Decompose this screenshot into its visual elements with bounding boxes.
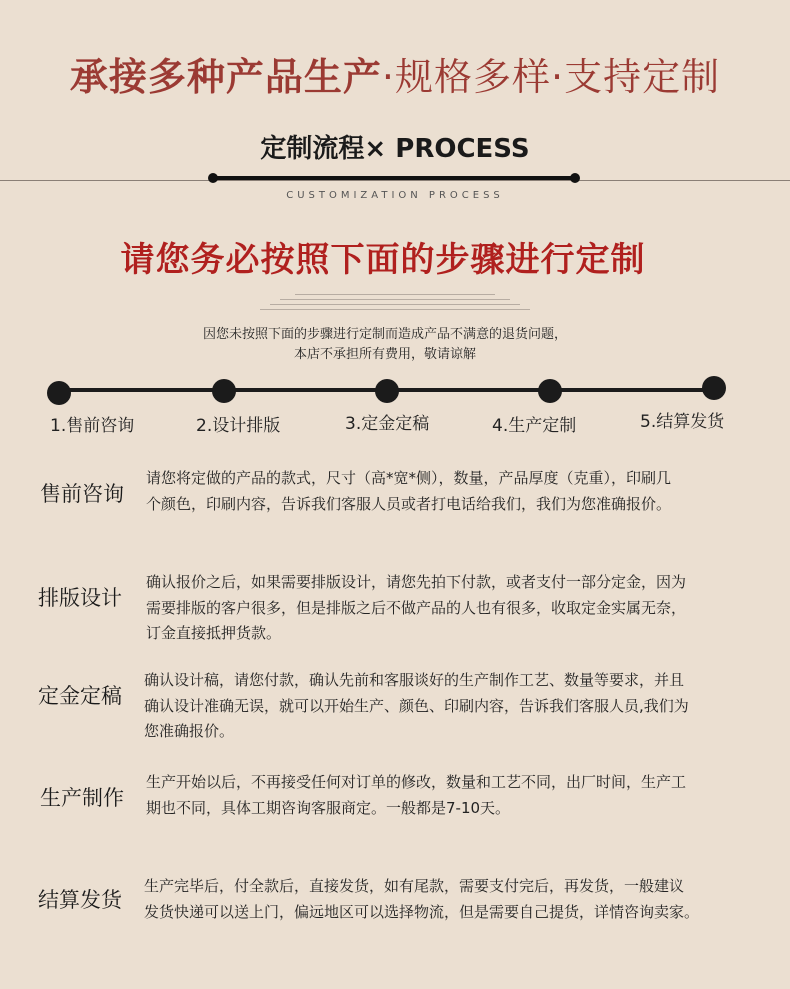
notice-line-2: 本店不承担所有费用，敬请谅解 [293, 347, 476, 362]
detail-line: 请您将定做的产品的款式，尺寸（高*宽*侧），数量，产品厚度（克重），印刷几 [146, 469, 672, 487]
detail-line: 期也不同，具体工期咨询客服商定。一般都是7-10天。 [146, 798, 511, 817]
divider-line [0, 180, 790, 181]
detail-line: 个颜色，印刷内容，告诉我们客服人员或者打电话给我们，我们为您准确报价。 [146, 494, 672, 513]
detail-text-deposit [144, 668, 689, 745]
step-marker-5 [702, 376, 726, 400]
step-marker-1 [47, 381, 71, 405]
detail-line: 确认设计准确无误，就可以开始生产、颜色、印刷内容，告诉我们客服人员,我们为 [144, 696, 689, 715]
divider-dot-right [570, 173, 580, 183]
detail-text-consult [146, 466, 671, 517]
section-subtitle: CUSTOMIZATION PROCESS [286, 190, 504, 201]
step-label-2: 2.设计排版 [196, 416, 281, 436]
notice-line-1: 因您未按照下面的步骤进行定制而造成产品不满意的退货问题， [202, 327, 567, 342]
headline-strong: 承接多种产品生产 [69, 55, 382, 99]
detail-title-production: 生产制作 [40, 786, 124, 810]
divider-dot-left [208, 173, 218, 183]
detail-title-design: 排版设计 [38, 586, 122, 610]
detail-line: 生产开始以后，不再接受任何对订单的修改，数量和工艺不同，出厂时间，生产工 [146, 773, 687, 791]
detail-line: 订金直接抵押货款。 [146, 624, 282, 642]
detail-title-delivery: 结算发货 [38, 888, 122, 912]
step-label-4: 4.生产定制 [492, 416, 577, 436]
detail-line: 生产完毕后，付全款后，直接发货，如有尾款，需要支付完后，再发货，一般建议 [144, 877, 685, 895]
divider-accent [212, 176, 576, 180]
step-marker-4 [538, 379, 562, 403]
detail-text-production [146, 770, 686, 821]
detail-line: 您准确报价。 [144, 722, 235, 740]
section-title: 定制流程× PROCESS [260, 134, 530, 164]
step-marker-2 [212, 379, 236, 403]
detail-text-delivery [144, 874, 699, 925]
detail-line: 发货快递可以送上门，偏远地区可以选择物流，但是需要自己提货，详情咨询卖家。 [144, 902, 700, 921]
headline [0, 46, 790, 101]
detail-text-design [146, 570, 686, 647]
detail-line: 需要排版的客户很多，但是排版之后不做产品的人也有很多，收取定金实属无奈， [146, 598, 687, 617]
detail-line: 确认设计稿，请您付款，确认先前和客服谈好的生产制作工艺、数量等要求，并且 [144, 671, 685, 689]
headline-rest: ·规格多样·支持定制 [381, 55, 721, 99]
step-label-1: 1.售前咨询 [50, 416, 135, 436]
detail-line: 确认报价之后，如果需要排版设计，请您先拍下付款，或者支付一部分定金，因为 [146, 573, 687, 591]
instruction-title: 请您务必按照下面的步骤进行定制 [120, 240, 646, 280]
decorative-lines [240, 292, 550, 314]
step-label-5: 5.结算发货 [640, 412, 725, 432]
step-label-3: 3.定金定稿 [345, 414, 430, 434]
detail-title-deposit: 定金定稿 [38, 684, 122, 708]
step-marker-3 [375, 379, 399, 403]
detail-title-consult: 售前咨询 [40, 482, 124, 506]
